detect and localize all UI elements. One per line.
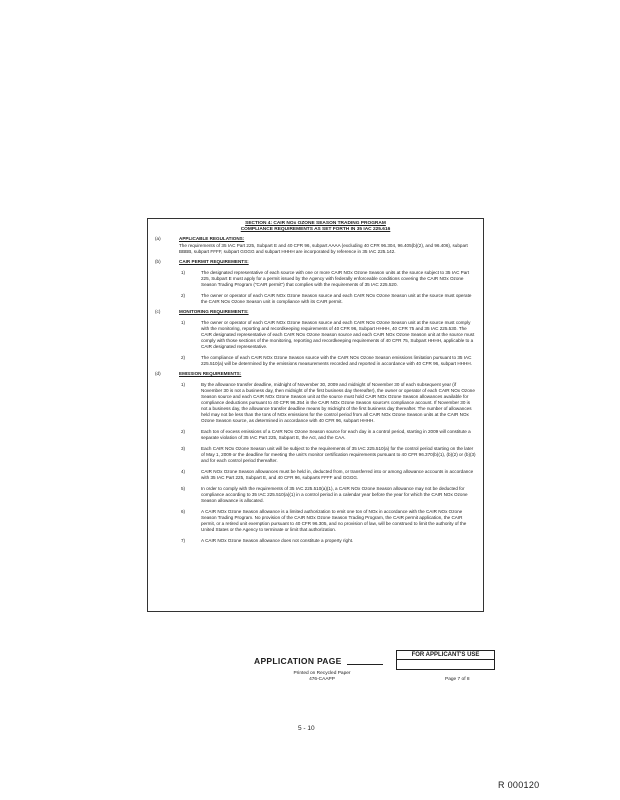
page-number: 5 - 10 [298,725,315,732]
section-b-letter: (b) [155,259,161,265]
section-d-item-1 [179,382,476,424]
page-of-indicator: Page 7 of 8 [445,677,470,682]
section-d-item-3-number: 3) [181,446,186,452]
section-d-item-5-text: In order to comply with the requirements of 35 IAC 225.510(a)(1), a CAIR NOx Ozone Season allowance may not be deducted for compliance according to 35 IAC 225.510(a)(1) in a control period in a calendar year before the year for which the CAIR NOx Ozone Season allowance is allocated. [201,486,468,504]
section-d-item-5 [179,486,476,504]
section-c-item-1-number: 1) [181,320,186,326]
section-d-item-2 [179,429,476,441]
section-c-item-1-text: The owner or operator of each CAIR NOx Ozone Season source and each CAIR NOx Ozone Season unit at the source must comply with the monitoring, reporting and recordkeeping requirements of 40 CFR 96, Subpart HHHH, 40 CFR 75 and 35 IAC 225.530. The CAIR designated representative of each CAIR NOx Ozone Season source and each CAIR NOx Ozone Season unit at the source must comply with those sections of the monitoring, reporting and recordkeeping requirements of 40 CFR 75, Subpart HHHH, applicable to a CAIR designated representative. [201,320,475,350]
section-c-monitoring-requirements [155,309,476,367]
section-d-item-6 [179,509,476,533]
section-b-item-1 [179,270,476,288]
section-a-applicable-regulations [155,236,476,255]
section-d-item-6-text: A CAIR NOx Ozone Season allowance is a limited authorization to emit one ton of NOx in accordance with the CAIR NOx Ozone Season Trading Program. No provision of the CAIR NOx Ozone Season Trading Program, the CAIR permit application, the CAIR permit, or a retired unit exemption pursuant to 40 CFR 96.305, and no provision of law, will be construed to limit the authority of the United States or the Agency to terminate or limit that authorization. [201,509,467,533]
section-c-letter: (c) [155,309,161,315]
section-title [155,221,476,232]
section-b-heading: CAIR PERMIT REQUIREMENTS: [179,259,249,265]
form-number: 476-CAAPP [309,677,335,682]
section-title-line-1: SECTION 4: CAIR NOx OZONE SEASON TRADING PROGRAM [245,221,386,226]
section-c-item-2-text: The compliance of each CAIR NOx Ozone Season source with the CAIR NOx Ozone Season emissions limitation pursuant to 35 IAC 225.510(a) will be determined by the emissions measurements recorded and reported in accordance with 40 CFR 96, subpart HHHH. [201,355,472,367]
application-page-blank-line [347,664,383,665]
section-b-item-2 [179,293,476,305]
section-c-heading: MONITORING REQUIREMENTS: [179,309,249,315]
for-applicants-use-label: FOR APPLICANT'S USE [397,651,494,660]
section-d-item-3-text: Each CAIR NOx Ozone Season unit will be subject to the requirements of 35 IAC 225.510(a) for the control period starting on the later of May 1, 2009 or the deadline for meeting the unit's monitor certification requirements pursuant to 40 CFR 96.370(b)(1), (b)(2) or (b)(3) and for each control period thereafter. [201,446,476,464]
section-d-item-7-number: 7) [181,538,186,544]
section-d-item-4-text: CAIR NOx Ozone Season allowances must be held in, deducted from, or transferred into or among allowance accounts in accordance with 35 IAC Part 225, Subpart E, and 40 CFR 96, subparts FFFF and GGGG. [201,469,474,481]
section-d-item-7 [179,538,476,544]
section-a-heading: APPLICABLE REGULATIONS: [179,236,245,242]
printed-on-recycled-paper: Printed on Recycled Paper [293,671,351,676]
section-c-item-1 [179,320,476,350]
section-d-item-4 [179,469,476,481]
section-d-emission-requirements [155,371,476,544]
section-d-item-2-text: Each ton of excess emissions of a CAIR NOx Ozone Season source for each day in a control period, starting in 2009 will constitute a separate violation of 35 IAC Part 225, Subpart E, the Act, and the CAA. [201,429,471,441]
section-b-item-2-number: 2) [181,293,186,299]
section-d-item-6-number: 6) [181,509,186,515]
section-b-item-2-text: The owner or operator of each CAIR NOx Ozone Season source and each CAIR NOx Ozone Season unit at the source must operate the CAIR NOx Ozone Season unit in compliance with its CAIR permit. [201,293,472,305]
section-d-item-7-text: A CAIR NOx Ozone Season allowance does not constitute a property right. [201,538,354,544]
bates-number: R 000120 [498,780,540,790]
section-title-line-2: COMPLIANCE REQUIREMENTS AS SET FORTH IN 35 IAC 225.616 [240,226,391,232]
compliance-section-box [147,218,484,612]
printed-note [282,671,362,683]
section-b-item-1-number: 1) [181,270,186,276]
application-page-label: APPLICATION PAGE [254,656,342,666]
section-d-item-5-number: 5) [181,486,186,492]
section-d-item-4-number: 4) [181,469,186,475]
section-a-text: The requirements of 35 IAC Part 225, Subpart E and 40 CFR 96, subpart AAAA (excluding 40 CFR 96.304, 96.405(b)(2), and 96.406), subpart BBBB, subpart FFFF, subpart GGGG and subpart HHHH are incorporated by reference in 35 IAC 225.142. [179,243,468,255]
section-d-item-1-number: 1) [181,382,186,388]
for-applicants-use-box [396,650,495,670]
section-d-item-2-number: 2) [181,429,186,435]
section-c-item-2 [179,355,476,367]
section-d-letter: (d) [155,371,161,377]
section-d-heading: EMISSION REQUIREMENTS: [179,371,242,377]
section-a-letter: (a) [155,236,161,242]
section-b-item-1-text: The designated representative of each source with one or more CAIR NOx Ozone Season units at the source subject to 35 IAC Part 225, Subpart E must apply for a permit issued by the Agency with federally enforceable conditions covering the CAIR NOx Ozone Season Trading Program ("CAIR permit") that complies with the requirements of 35 IAC 225.520. [201,270,470,288]
section-c-item-2-number: 2) [181,355,186,361]
section-d-item-1-text: By the allowance transfer deadline, midnight of November 30, 2009 and midnight of November 30 of each subsequent year (if November 30 is not a business day, then midnight of the first business day thereafter), the owner or operator of each CAIR NOx Ozone Season source and each CAIR NOx Ozone Season unit at the source must hold CAIR NOx Ozone Season allowances available for compliance deductions pursuant to 40 CFR 96.354 in the CAIR NOx Ozone Season source's compliance account. If November 30 is not a business day, the allowance transfer deadline means by midnight of the first business day thereafter. The number of allowances held may not be less than the tons of NOx emissions for the control period from all CAIR NOx Ozone Season units at the CAIR NOx Ozone Season source, as determined in accordance with 40 CFR 96, subpart HHHH. [201,382,475,424]
section-b-cair-permit-requirements [155,259,476,305]
section-d-item-3 [179,446,476,464]
